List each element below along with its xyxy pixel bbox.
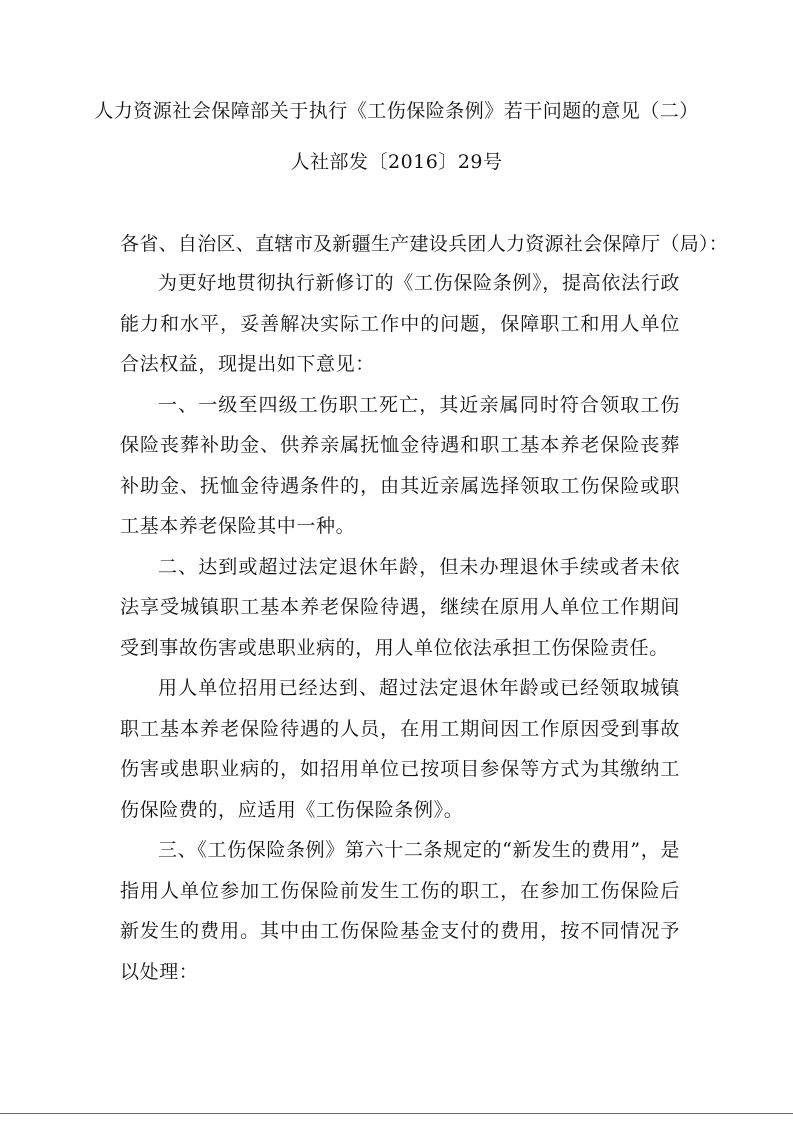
paragraph-item-1: 一、一级至四级工伤职工死亡，其近亲属同时符合领取工伤保险丧葬补助金、供养亲属抚恤金待遇和职工基本养老保险丧葬补助金、抚恤金待遇条件的，由其近亲属选择领取工伤保险或职工基本养老保险其中一种。 <box>120 393 680 537</box>
paragraph-item-3: 三、《工伤保险条例》第六十二条规定的“新发生的费用”，是指用人单位参加工伤保险前发生工伤的职工，在参加工伤保险后新发生的费用。其中由工伤保险基金支付的费用，按不同情况予以处理： <box>120 839 680 983</box>
document-body <box>120 263 680 992</box>
page-bottom-rule <box>0 1113 793 1114</box>
paragraph-intro: 为更好地贯彻执行新修订的《工伤保险条例》，提高依法行政能力和水平，妥善解决实际工作中的问题，保障职工和用人单位合法权益，现提出如下意见： <box>120 272 680 375</box>
document-title: 人力资源社会保障部关于执行《工伤保险条例》若干问题的意见（二） <box>94 100 699 122</box>
paragraph-item-2-supplement: 用人单位招用已经达到、超过法定退休年龄或已经领取城镇职工基本养老保险待遇的人员，在用工期间因工作原因受到事故伤害或患职业病的，如招用单位已按项目参保等方式为其缴纳工伤保险费的，应适用《工伤保险条例》。 <box>120 677 680 821</box>
document-number: 人社部发〔2016〕29号 <box>290 151 503 173</box>
salutation: 各省、自治区、直辖市及新疆生产建设兵团人力资源社会保障厅（局）： <box>120 233 729 255</box>
paragraph-item-2: 二、达到或超过法定退休年龄，但未办理退休手续或者未依法享受城镇职工基本养老保险待遇，继续在原用人单位工作期间受到事故伤害或患职业病的，用人单位依法承担工伤保险责任。 <box>120 555 680 659</box>
